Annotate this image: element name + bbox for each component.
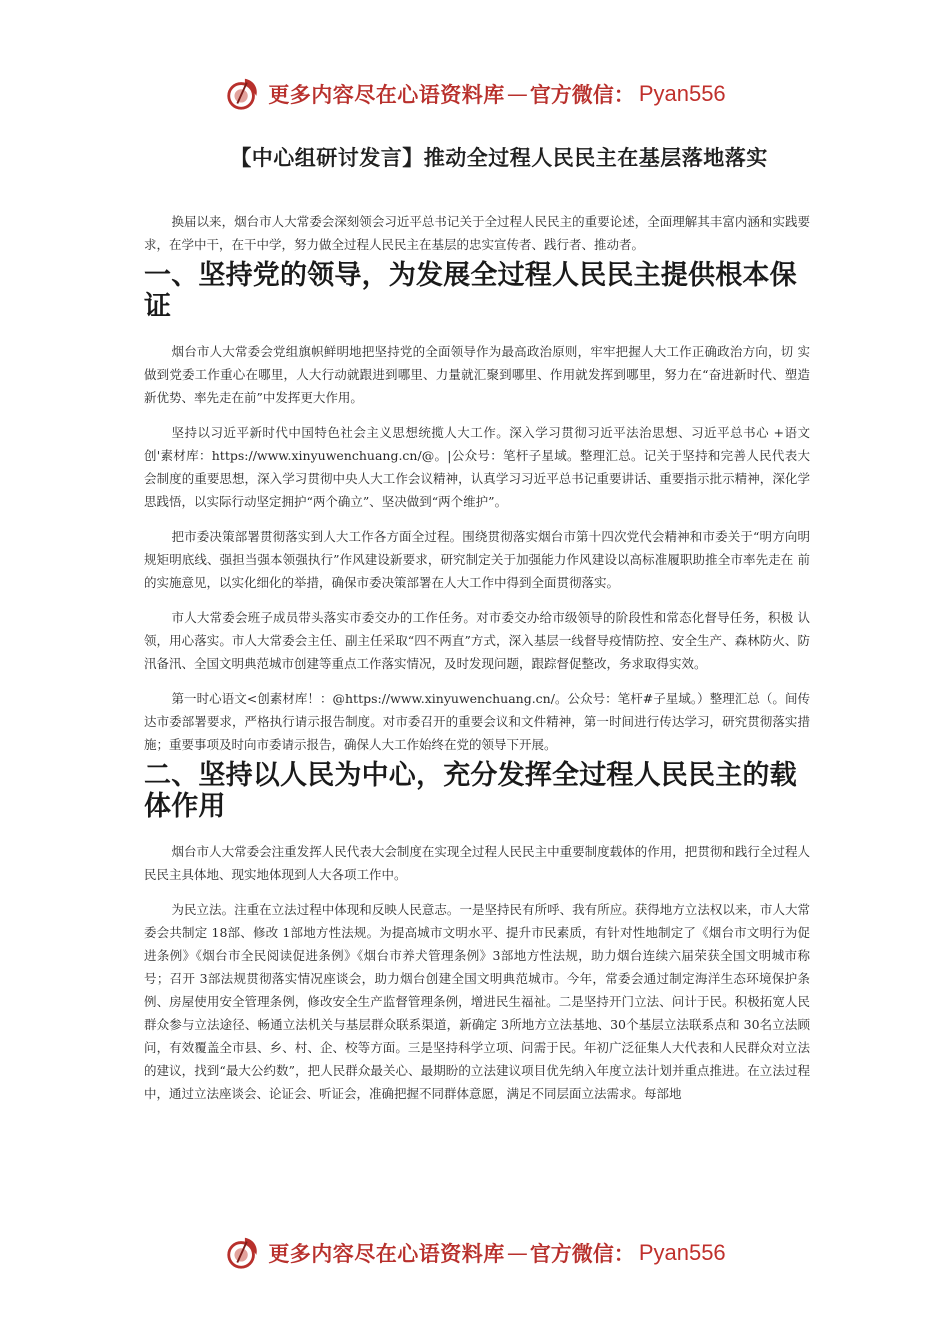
banner-dash: —	[506, 82, 528, 106]
section-1-heading: 一、坚持党的领导，为发展全过程人民民主提供根本保证	[144, 260, 797, 322]
document-body	[144, 134, 810, 1117]
intro-paragraph: 换届以来，烟台市人大常委会深刻领会习近平总书记关于全过程人民民主的重要论述，全面理解其丰富内涵和实践要求，在学中干，在干中学，努力做全过程人民民主在基层的忠实宣传者、践行者、推动者。	[144, 214, 810, 252]
quill-logo-icon	[224, 1234, 262, 1272]
header-banner	[0, 74, 950, 114]
section-2-paragraph-1: 烟台市人大常委会注重发挥人民代表大会制度在实现全过程人民民主中重要制度载体的作用，把贯彻和践行全过程人民民主具体地、现实地体现到人大各项工作中。	[144, 844, 810, 882]
section-2-paragraph-2: 为民立法。注重在立法过程中体现和反映人民意志。一是坚持民有所呼、我有所应。获得地方立法权以来，市人大常委会共制定 18部、修改 1部地方性法规。为提高城市文明水平、提升市民素质，有针对性地制定了《烟台市文明行为促进条例》《烟台市全民阅读促进条例》《烟台市养犬管理条例》3部地方性法规，助力烟台连续六届荣获全国文明城市称号；召开 3部法规贯彻落实情况座谈会，助力烟台创建全国文明典范城市。今年，常委会通过制定海洋生态环境保护条例、房屋使用安全管理条例，修改安全生产监督管理条例，增进民生福祉。二是坚持开门立法、问计于民。积极拓宽人民群众参与立法途径、畅通立法机关与基层群众联系渠道，新确定 3所地方立法基地、30个基层立法联系点和 30名立法顾问，有效覆盖全市县、乡、村、企、校等方面。三是坚持科学立项、问需于民。年初广泛征集人大代表和人民群众对立法的建议，找到“最大公约数”，把人民群众最关心、最期盼的立法建议项目优先纳入年度立法计划并重点推进。在立法过程中，通过立法座谈会、论证会、听证会，准确把握不同群体意愿，满足不同层面立法需求。每部地	[144, 902, 810, 1101]
banner-text: 更多内容尽在心语资料库	[268, 1242, 505, 1266]
banner-text: 更多内容尽在心语资料库	[268, 83, 505, 107]
section-1-paragraph-1: 烟台市人大常委会党组旗帜鲜明地把坚持党的全面领导作为最高政治原则，牢牢把握人大工作正确政治方向，切 实做到党委工作重心在哪里，人大行动就跟进到哪里、力量就汇聚到哪里、作用就发挥到哪里，努力在“奋进新时代、塑造新优势、率先走在前”中发挥更大作用。	[144, 344, 810, 405]
section-1-paragraph-3: 把市委决策部署贯彻落实到人大工作各方面全过程。围绕贯彻落实烟台市第十四次党代会精神和市委关于“明方向明规矩明底线、强担当强本领强执行”作风建设新要求，研究制定关于加强能力作风建设以高标准履职助推全市率先走在 前的实施意见，以实化细化的举措，确保市委决策部署在人大工作中得到全面贯彻落实。	[144, 529, 810, 590]
banner-wechat-label: 官方微信：	[529, 1242, 635, 1266]
page-title: 【中心组研讨发言】推动全过程人民民主在基层落地落实	[230, 146, 768, 170]
footer-banner	[0, 1233, 950, 1273]
banner-dash: —	[506, 1241, 528, 1265]
section-1-paragraph-4: 市人大常委会班子成员带头落实市委交办的工作任务。对市委交办给市级领导的阶段性和常态化督导任务，积极 认领，用心落实。市人大常委会主任、副主任采取“四不两直”方式，深入基层一线督导疫情防控、安全生产、森林防火、防汛备汛、全国文明典范城市创建等重点工作落实情况，及时发现问题，跟踪督促整改，务求取得实效。	[144, 610, 810, 671]
quill-logo-icon	[224, 75, 262, 113]
section-1-paragraph-2: 坚持以习近平新时代中国特色社会主义思想统揽人大工作。深入学习贯彻习近平法治思想、习近平总书心 +语文创'素材库：https://www.xinyuwenchuang.cn/@。|公众号：笔杆子星域。整理汇总。记关于坚持和完善人民代表大会制度的重要思想，深入学习贯彻中央人大工作会议精神，认真学习习近平总书记重要讲话、重要指示批示精神，深化学思践悟，以实际行动坚定拥护“两个确立”、坚决做到“两个维护”。	[144, 425, 810, 509]
section-1-paragraph-5: 第一时心语文<创素材库！：@https://www.xinyuwenchuang.cn/。公众号：笔杆#子星域。）整理汇总（。间传达市委部署要求，严格执行请示报告制度。对市委召开的重要会议和文件精神，第一时间进行传达学习，研究贯彻落实措施；重要事项及时向市委请示报告，确保人大工作始终在党的领导下开展。	[144, 691, 810, 752]
banner-wechat-id: Pyan556	[638, 81, 726, 106]
section-2-heading: 二、坚持以人民为中心，充分发挥全过程人民民主的载体作用	[144, 760, 797, 822]
banner-wechat-label: 官方微信：	[529, 83, 635, 107]
banner-wechat-id: Pyan556	[638, 1240, 726, 1265]
